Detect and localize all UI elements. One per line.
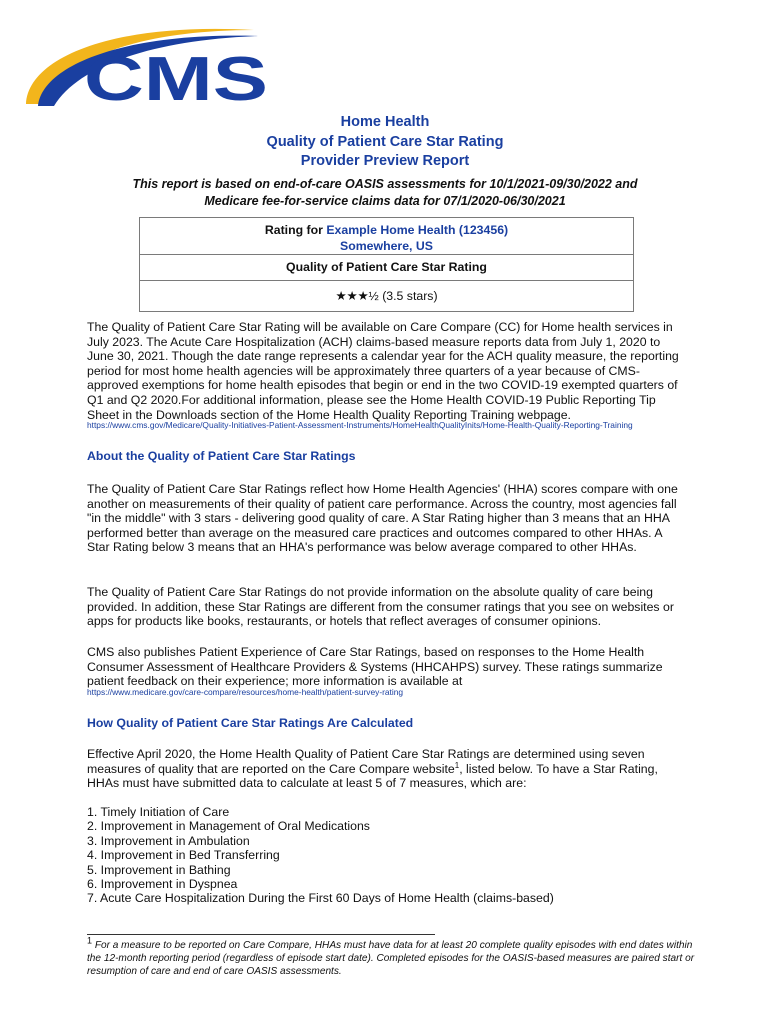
list-item: 2. Improvement in Management of Oral Medications [87, 819, 370, 834]
title-line-1: Home Health [340, 114, 430, 130]
about-paragraph-1: The Quality of Patient Care Star Ratings reflect how Home Health Agencies' (HHA) scores compare with one another on measurements of their quality of patient care performance. Across the country, most agencies fall "in the middle" with 3 stars - delivering good quality of care. A Star Rating higher than 3 means that an HHA performed better than average on the measured care practices and outcomes compared to other HHAs. A Star Rating below 3 means that an HHA's performance was below average compared to other HHAs. [87, 482, 678, 555]
footnote-marker: 1 [87, 935, 93, 946]
cms-logo [22, 18, 274, 110]
measures-list [87, 805, 554, 906]
rating-provider-row [140, 218, 633, 255]
rating-measure-row [140, 255, 633, 281]
calculated-text-before: Effective April 2020, the Home Health Quality of Patient Care Star Ratings are determined using seven measures of quality that are reported on the Care Compare website [87, 747, 645, 776]
title-line-3: Provider Preview Report [300, 153, 470, 169]
about-paragraph-2: The Quality of Patient Care Star Ratings do not provide information on the absolute quality of care being provided. In addition, these Star Ratings are different from the consumer ratings that you see on websites or apps for products like books, restaurants, or hotels that reflect averages of consumer opinions. [87, 585, 674, 629]
list-item: 1. Timely Initiation of Care [87, 805, 230, 819]
list-item: 7. Acute Care Hospitalization During the First 60 Days of Home Health (claims-based) [87, 891, 554, 906]
report-title [0, 113, 770, 172]
report-subtitle [0, 176, 770, 210]
measure-label: Quality of Patient Care Star Rating [286, 260, 487, 274]
footnote-ref: 1 [454, 760, 460, 770]
list-item: 6. Improvement in Dyspnea [87, 877, 238, 892]
patient-survey-link[interactable]: https://www.medicare.gov/care-compare/resources/home-health/patient-survey-rating [87, 687, 404, 697]
training-link[interactable]: https://www.cms.gov/Medicare/Quality-Initiatives-Patient-Assessment-Instruments/HomeHealthQualityInits/Home-Health-Quality-Reporting-Training [87, 420, 633, 430]
footnote [87, 935, 697, 978]
footnote-text: For a measure to be reported on Care Compare, HHAs must have data for at least 20 complete quality episodes with end dates within the 12-month reporting period (regardless of episode start date). Completed episodes for the OASIS-based measures are paired start or resumption of care and end of care OASIS assessments. [87, 940, 695, 977]
calculated-paragraph [87, 747, 687, 791]
star-rating: ★★★½ (3.5 stars) [335, 289, 438, 303]
rating-for-label: Rating for [264, 223, 327, 237]
calculated-text-after: , listed below. To have a Star Rating, HHAs must have submitted data to calculate at least 5 of 7 measures, which are: [87, 761, 658, 791]
list-item: 3. Improvement in Ambulation [87, 833, 250, 848]
section-heading-calculated: How Quality of Patient Care Star Ratings Are Calculated [87, 716, 414, 730]
rating-stars-row [140, 281, 633, 311]
list-item: 5. Improvement in Bathing [87, 862, 231, 877]
rating-box [139, 217, 634, 312]
section-heading-about: About the Quality of Patient Care Star Ratings [87, 449, 356, 463]
list-item: 4. Improvement in Bed Transferring [87, 848, 280, 863]
provider-name: Example Home Health (123456) [326, 223, 509, 237]
subtitle-line-1: This report is based on end-of-care OASIS assessments for 10/1/2021-09/30/2022 and [132, 177, 638, 191]
intro-paragraph: The Quality of Patient Care Star Rating will be available on Care Compare (CC) for Home health services in July 2023. The Acute Care Hospitalization (ACH) claims-based measure reports data from July 1, 2020 to June 30, 2021. Though the date range represents a calendar year for the ACH quality measure, the reporting period for most home health agencies will be approximately three quarters of a year because of CMS-approved exemptions for home health episodes that begin or end in the two COVID-19 exempted quarters of Q1 and Q2 2020.For additional information, please see the Home Health COVID-19 Public Reporting Tip Sheet in the Downloads section of the Home Health Quality Reporting Training webpage. [87, 320, 679, 422]
provider-location: Somewhere, US [340, 239, 433, 253]
about-paragraph-3: CMS also publishes Patient Experience of Care Star Ratings, based on responses to the Home Health Consumer Assessment of Healthcare Providers & Systems (HHCAHPS) survey. These ratings summarize patient feedback on their experience; more information is available at [87, 645, 663, 689]
title-line-2: Quality of Patient Care Star Rating [266, 133, 504, 150]
logo-text: CMS [84, 45, 268, 110]
subtitle-line-2: Medicare fee-for-service claims data for 07/1/2020-06/30/2021 [204, 194, 566, 208]
footnote-divider [87, 934, 435, 935]
